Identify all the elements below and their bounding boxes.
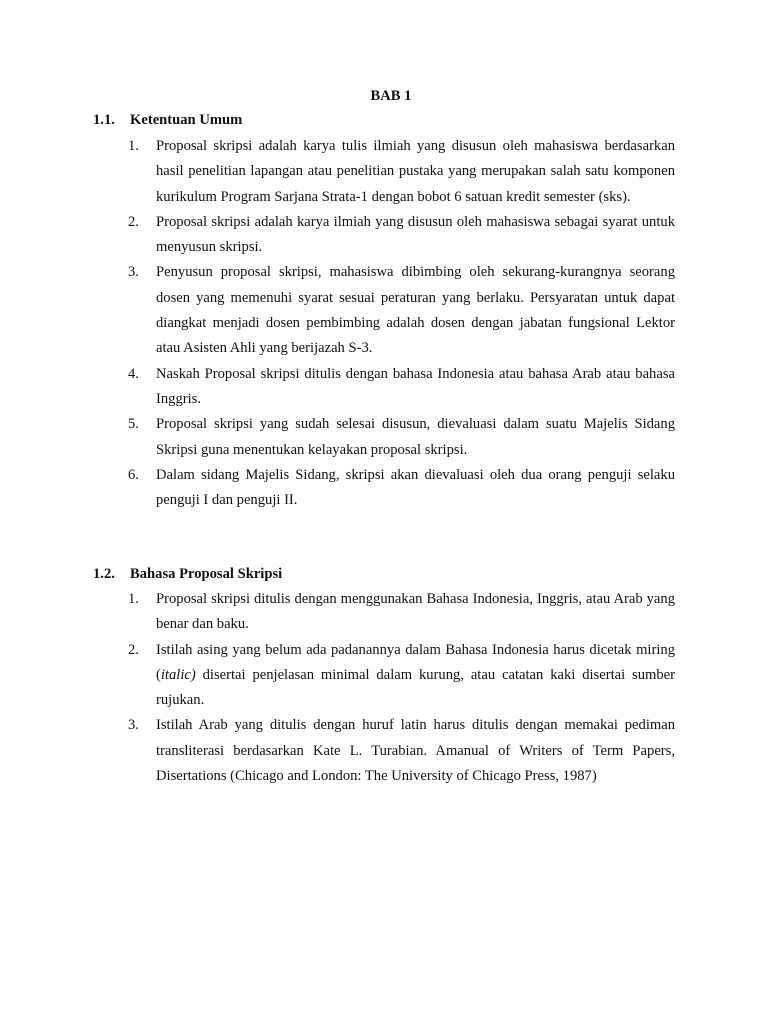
section-title: Ketentuan Umum (130, 112, 243, 128)
list-item-text: Proposal skripsi yang sudah selesai disusun, dievaluasi dalam suatu Majelis Sidang Skripsi guna menentukan kelayakan proposal skripsi. (156, 416, 675, 458)
list-item-text: Naskah Proposal skripsi ditulis dengan bahasa Indonesia atau bahasa Arab atau bahasa Inggris. (156, 365, 675, 407)
list-item (128, 134, 675, 210)
list-item (128, 210, 675, 261)
list-item-text: Dalam sidang Majelis Sidang, skripsi akan dievaluasi oleh dua orang penguji selaku penguji I dan penguji II. (156, 466, 675, 509)
list-marker: 5. (128, 416, 139, 433)
list-item-text: Proposal skripsi adalah karya ilmiah yang disusun oleh mahasiswa sebagai syarat untuk menyusun skripsi. (156, 213, 675, 256)
list-marker: 2. (128, 213, 139, 230)
text-segment: Istilah asing yang belum ada padanannya dalam Bahasa Indonesia harus dicetak miring ( (156, 641, 675, 683)
list-marker: 3. (128, 717, 139, 734)
list-item-text: Proposal skripsi adalah karya tulis ilmiah yang disusun oleh mahasiswa berdasarkan hasil penelitian lapangan atau penelitian pustaka yang merupakan salah satu komponen kurikulum Program Sarjana Strata-1 dengan bobot 6 satuan kredit semester (sks). (156, 138, 675, 205)
section-list (128, 587, 675, 789)
section-number: 1.1. (93, 112, 115, 128)
section-title: Bahasa Proposal Skripsi (130, 566, 283, 582)
italic-term: italic) (160, 666, 196, 683)
list-item-text: Proposal skripsi ditulis dengan menggunakan Bahasa Indonesia, Inggris, atau Arab yang benar dan baku. (156, 591, 675, 633)
section-heading (93, 566, 282, 583)
list-marker: 2. (128, 641, 139, 658)
list-item-text (156, 638, 675, 714)
section-list (128, 134, 675, 513)
chapter-title: BAB 1 (370, 88, 412, 104)
list-item-text: Istilah Arab yang ditulis dengan huruf latin harus ditulis dengan memakai pediman transliterasi berdasarkan Kate L. Turabian. Amanual of Writers of Term Papers, Disertations (Chicago and London: The University of Chicago Press, 1987) (156, 717, 675, 785)
list-marker: 4. (128, 365, 139, 382)
list-item (128, 362, 675, 413)
list-item-text: Penyusun proposal skripsi, mahasiswa dibimbing oleh sekurang-kurangnya seorang dosen yang memenuhi syarat sesuai peraturan yang berlaku. Persyaratan untuk dapat diangkat menjadi dosen pembimbing adalah dosen dengan jabatan fungsional Lektor atau Asisten Ahli yang berijazah S-3. (156, 264, 675, 357)
list-marker: 6. (128, 466, 139, 483)
list-item (128, 260, 675, 361)
list-marker: 1. (128, 138, 139, 154)
list-item (128, 412, 675, 463)
section-number: 1.2. (93, 566, 115, 582)
list-item (128, 638, 675, 714)
list-item (128, 713, 675, 789)
list-item (128, 587, 675, 638)
list-marker: 1. (128, 591, 139, 607)
list-item (128, 463, 675, 514)
section-heading (93, 112, 242, 129)
list-marker: 3. (128, 264, 139, 281)
text-segment: disertai penjelasan minimal dalam kurung, atau catatan kaki disertai sumber rujukan. (156, 666, 675, 709)
